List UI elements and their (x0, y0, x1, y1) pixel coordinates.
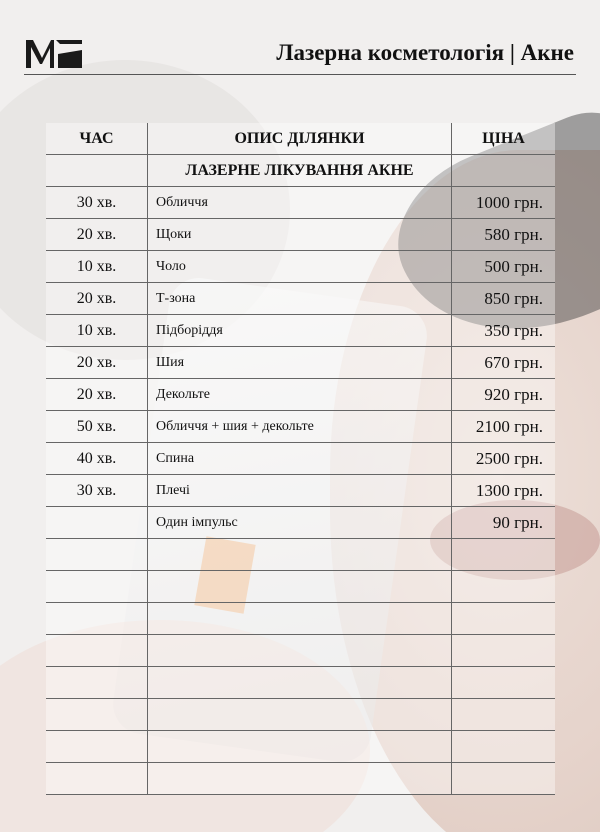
row-description: Плечі (148, 475, 452, 507)
row-description: Щоки (148, 219, 452, 251)
column-header-description: ОПИС ДІЛЯНКИ (148, 123, 452, 155)
column-header-time: ЧАС (46, 123, 148, 155)
row-time: 20 хв. (46, 347, 148, 379)
empty-row (46, 635, 555, 667)
empty-row (46, 539, 555, 571)
price-table (46, 123, 555, 795)
row-time: 10 хв. (46, 315, 148, 347)
row-price: 2100 грн. (452, 411, 556, 443)
row-time: 10 хв. (46, 251, 148, 283)
row-description: Шия (148, 347, 452, 379)
section-row (46, 155, 555, 187)
row-description: Один імпульс (148, 507, 452, 539)
table-row (46, 347, 555, 379)
row-time: 20 хв. (46, 219, 148, 251)
row-price: 580 грн. (452, 219, 556, 251)
row-time: 30 хв. (46, 187, 148, 219)
empty-row (46, 603, 555, 635)
row-price: 1000 грн. (452, 187, 556, 219)
empty-row (46, 763, 555, 795)
row-description: Спина (148, 443, 452, 475)
row-price: 90 грн. (452, 507, 556, 539)
table-row (46, 443, 555, 475)
row-description: Обличчя + шия + декольте (148, 411, 452, 443)
row-time: 50 хв. (46, 411, 148, 443)
section-title: ЛАЗЕРНЕ ЛІКУВАННЯ АКНЕ (148, 155, 452, 187)
empty-row (46, 667, 555, 699)
empty-row (46, 731, 555, 763)
row-price: 1300 грн. (452, 475, 556, 507)
page-title: Лазерна косметологія | Акне (276, 40, 574, 65)
table-row (46, 219, 555, 251)
row-time: 30 хв. (46, 475, 148, 507)
table-row (46, 187, 555, 219)
row-price: 920 грн. (452, 379, 556, 411)
table-row (46, 283, 555, 315)
row-time: 40 хв. (46, 443, 148, 475)
table-row (46, 507, 555, 539)
table-row (46, 475, 555, 507)
row-time: 20 хв. (46, 379, 148, 411)
row-time (46, 507, 148, 539)
row-description: Т-зона (148, 283, 452, 315)
table-row (46, 411, 555, 443)
table-row (46, 315, 555, 347)
row-time: 20 хв. (46, 283, 148, 315)
row-description: Чоло (148, 251, 452, 283)
row-description: Підборіддя (148, 315, 452, 347)
row-price: 2500 грн. (452, 443, 556, 475)
ms-logo (24, 36, 84, 70)
empty-row (46, 699, 555, 731)
table-row (46, 251, 555, 283)
row-description: Декольте (148, 379, 452, 411)
column-header-price: ЦІНА (452, 123, 556, 155)
row-price: 850 грн. (452, 283, 556, 315)
empty-row (46, 571, 555, 603)
row-price: 500 грн. (452, 251, 556, 283)
table-header-row (46, 123, 555, 155)
table-row (46, 379, 555, 411)
row-description: Обличчя (148, 187, 452, 219)
row-price: 670 грн. (452, 347, 556, 379)
header-divider (24, 74, 576, 75)
row-price: 350 грн. (452, 315, 556, 347)
